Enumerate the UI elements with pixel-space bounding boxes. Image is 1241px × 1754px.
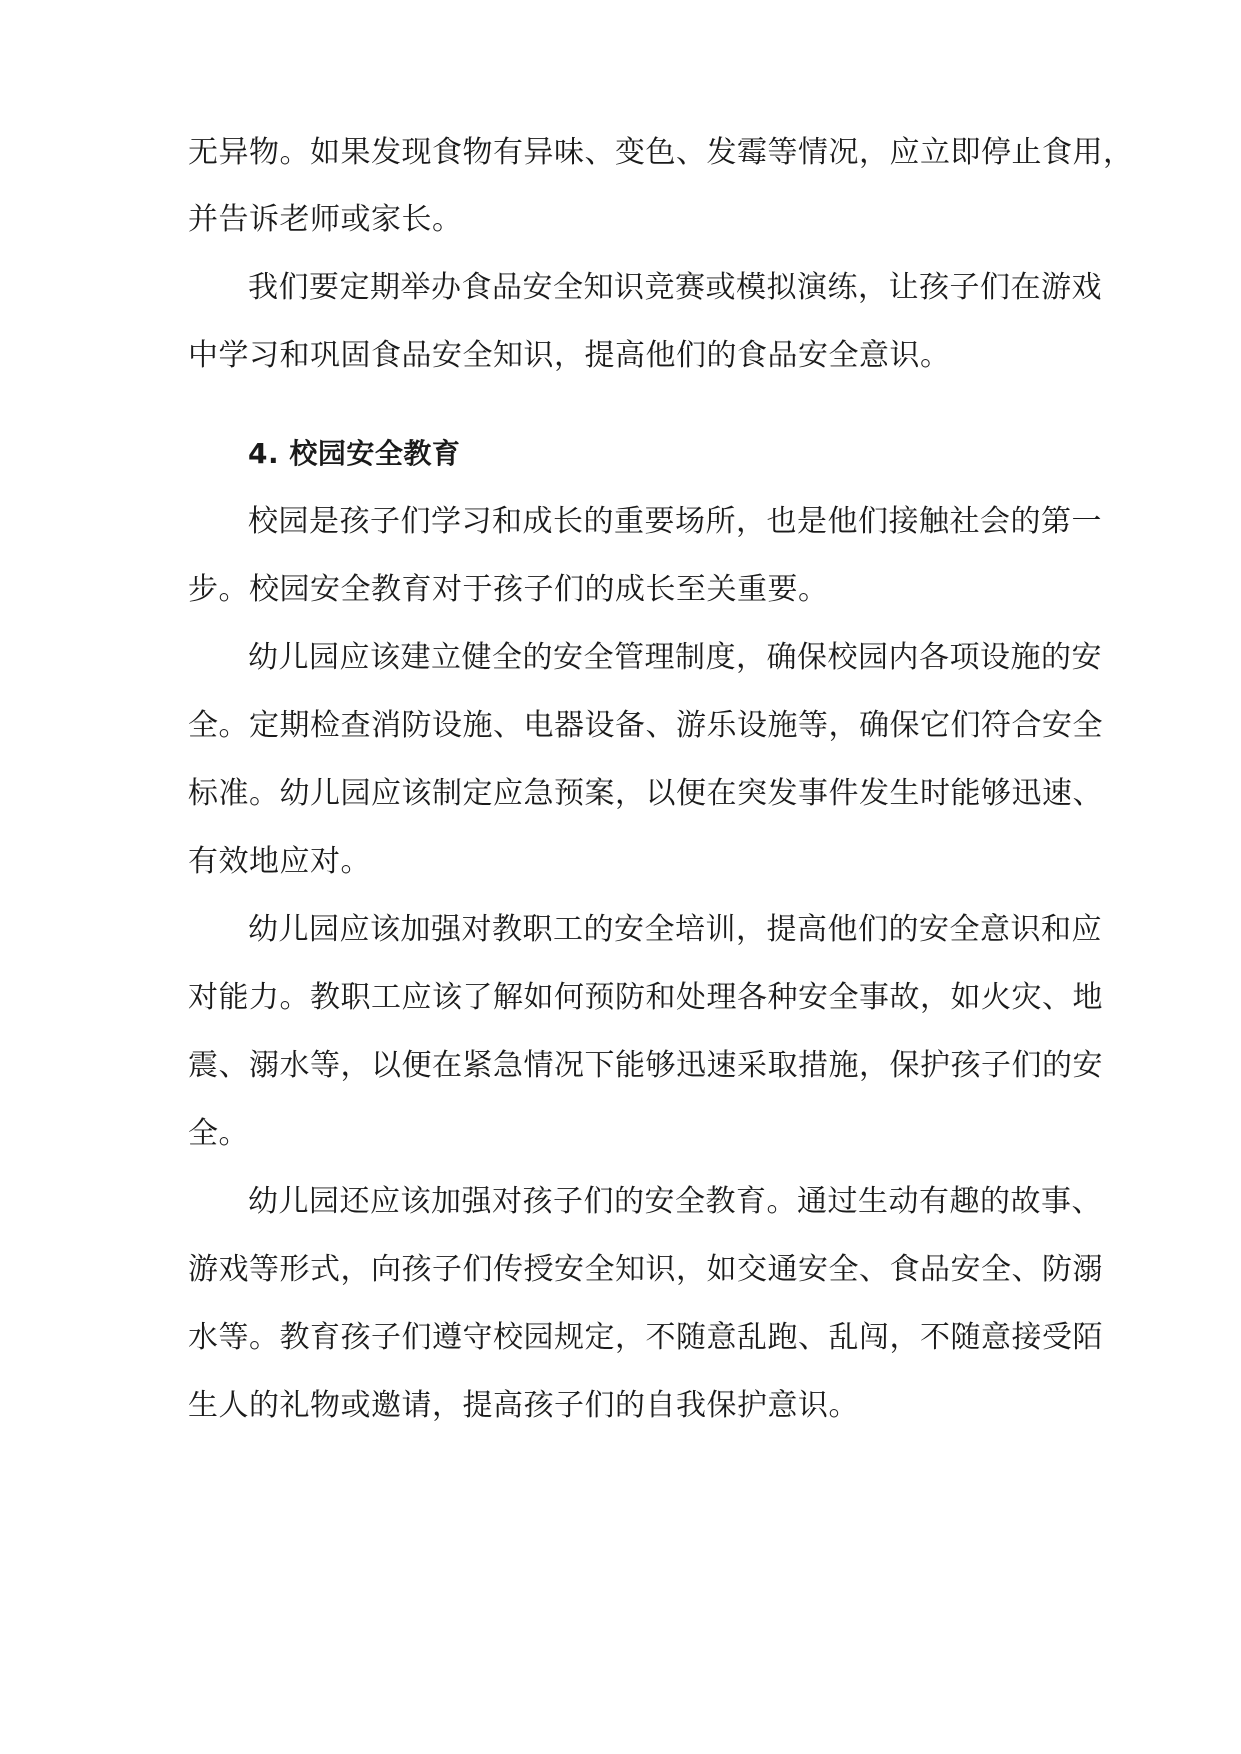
paragraph-line: 标准。幼儿园应该制定应急预案，以便在突发事件发生时能够迅速、 [188, 776, 1103, 811]
paragraph-line: 步。校园安全教育对于孩子们的成长至关重要。 [188, 572, 829, 607]
paragraph-line: 幼儿园应该加强对教职工的安全培训，提高他们的安全意识和应 [248, 912, 1102, 947]
paragraph-line: 有效地应对。 [188, 844, 371, 879]
paragraph-line: 幼儿园还应该加强对孩子们的安全教育。通过生动有趣的故事、 [248, 1184, 1102, 1219]
paragraph-line: 游戏等形式，向孩子们传授安全知识，如交通安全、食品安全、防溺 [188, 1252, 1103, 1287]
paragraph-line: 幼儿园应该建立健全的安全管理制度，确保校园内各项设施的安 [248, 640, 1102, 675]
paragraph-line: 对能力。教职工应该了解如何预防和处理各种安全事故，如火灾、地 [188, 980, 1103, 1015]
paragraph-line: 无异物。如果发现食物有异味、变色、发霉等情况，应立即停止食用， [188, 135, 1134, 170]
paragraph-line: 校园是孩子们学习和成长的重要场所，也是他们接触社会的第一 [248, 504, 1102, 539]
section-heading: 4. 校园安全教育 [248, 437, 461, 470]
paragraph-line: 全。 [188, 1116, 249, 1151]
paragraph-line: 生人的礼物或邀请，提高孩子们的自我保护意识。 [188, 1388, 859, 1423]
paragraph-line: 我们要定期举办食品安全知识竞赛或模拟演练，让孩子们在游戏 [248, 270, 1102, 305]
paragraph-line: 中学习和巩固食品安全知识，提高他们的食品安全意识。 [188, 338, 951, 373]
paragraph-line: 水等。教育孩子们遵守校园规定，不随意乱跑、乱闯，不随意接受陌 [188, 1320, 1103, 1355]
paragraph-line: 全。定期检查消防设施、电器设备、游乐设施等，确保它们符合安全 [188, 708, 1103, 743]
paragraph-line: 震、溺水等，以便在紧急情况下能够迅速采取措施，保护孩子们的安 [188, 1048, 1103, 1083]
paragraph-line: 并告诉老师或家长。 [188, 202, 463, 237]
